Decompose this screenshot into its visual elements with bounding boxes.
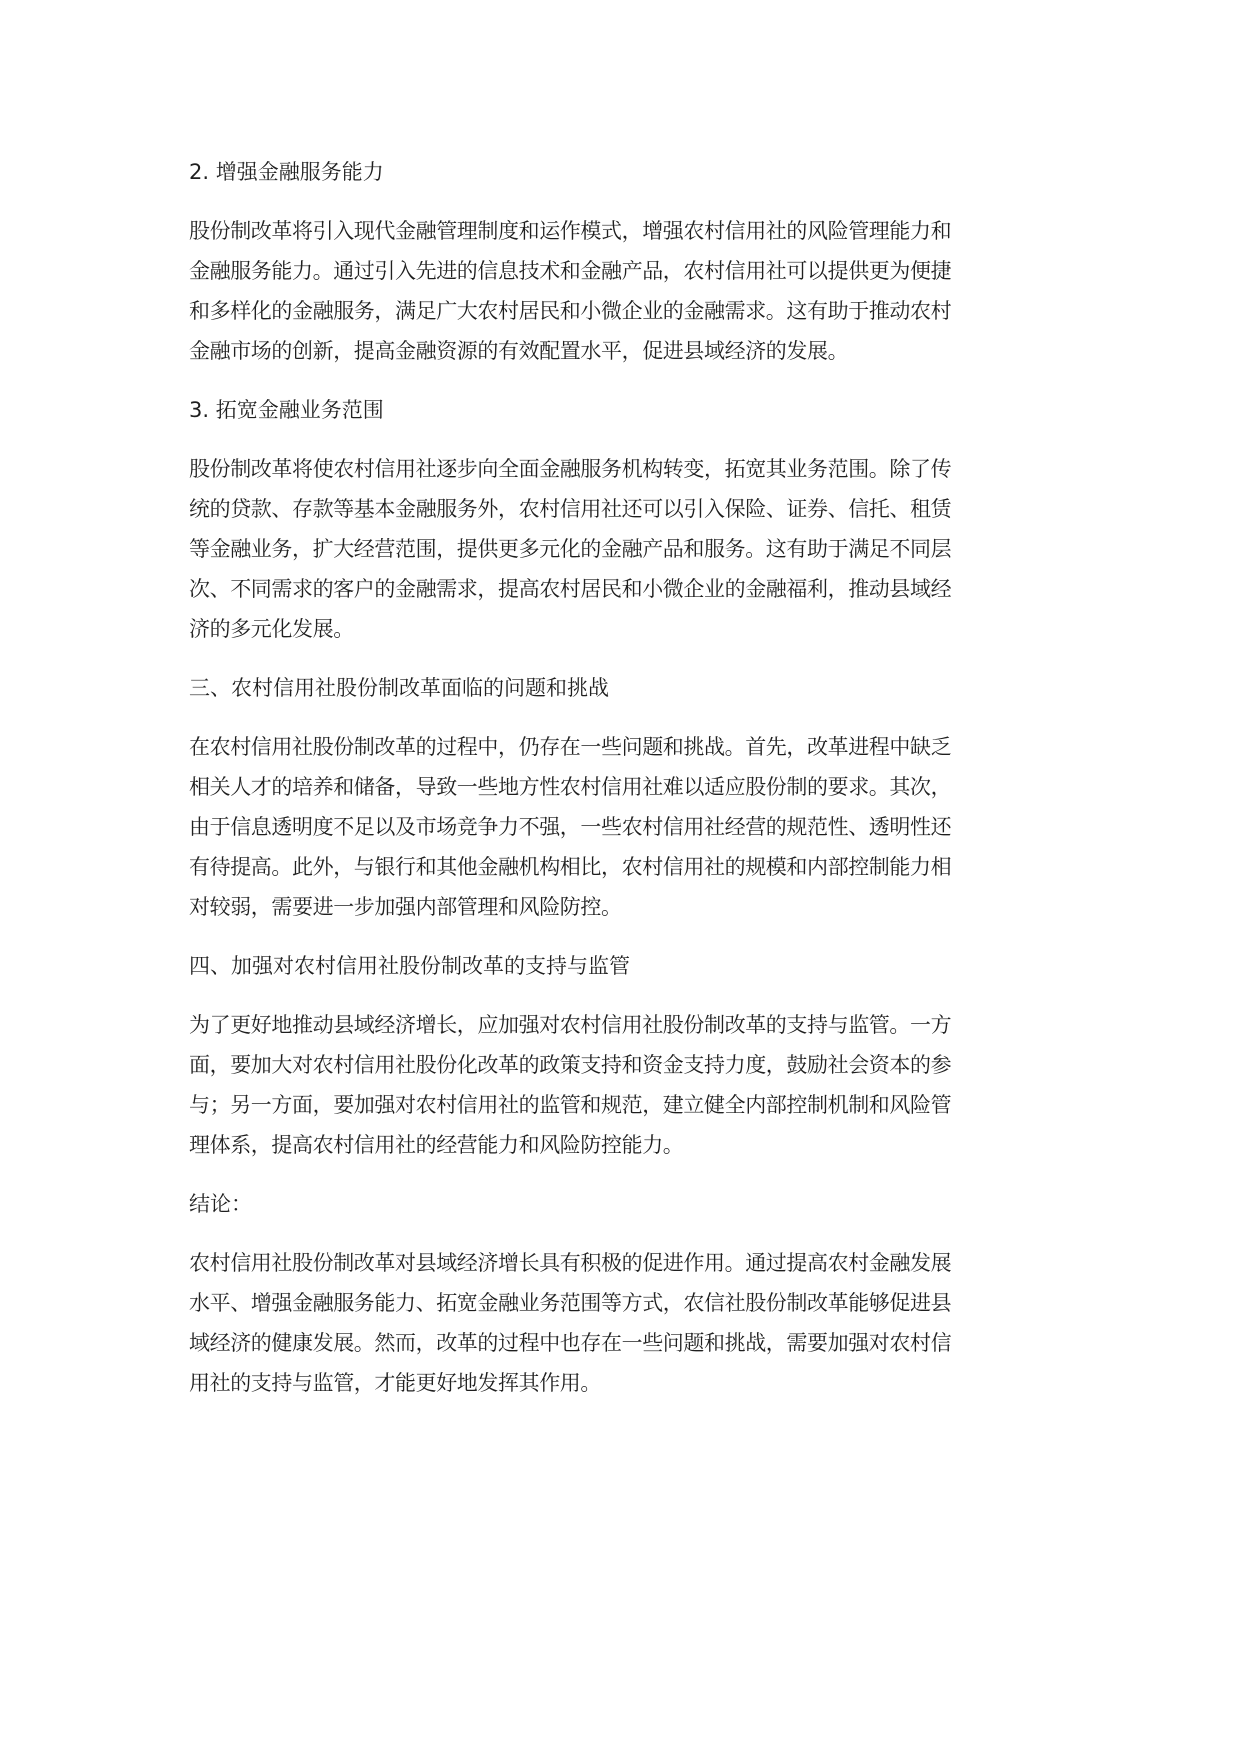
text-line: 对较弱，需要进一步加强内部管理和风险防控。 xyxy=(189,895,622,919)
text-line: 股份制改革将引入现代金融管理制度和运作模式，增强农村信用社的风险管理能力和 xyxy=(189,219,952,243)
text-line: 与；另一方面，要加强对农村信用社的监管和规范，建立健全内部控制机制和风险管 xyxy=(189,1093,952,1117)
text-line: 股份制改革将使农村信用社逐步向全面金融服务机构转变，拓宽其业务范围。除了传 xyxy=(189,457,952,481)
text-line: 用社的支持与监管，才能更好地发挥其作用。 xyxy=(189,1371,601,1395)
section-heading: 2. 增强金融服务能力 xyxy=(189,160,384,184)
text-line: 相关人才的培养和储备，导致一些地方性农村信用社难以适应股份制的要求。其次， xyxy=(189,775,952,799)
paragraph xyxy=(189,1005,1049,1165)
paragraph xyxy=(189,211,1049,371)
text-line: 农村信用社股份制改革对县域经济增长具有积极的促进作用。通过提高农村金融发展 xyxy=(189,1251,952,1275)
paragraph xyxy=(189,449,1049,649)
text-line: 济的多元化发展。 xyxy=(189,617,354,641)
text-line: 次、不同需求的客户的金融需求，提高农村居民和小微企业的金融福利，推动县域经 xyxy=(189,577,952,601)
document-page xyxy=(189,152,1049,1422)
paragraph xyxy=(189,727,1049,927)
text-line: 统的贷款、存款等基本金融服务外，农村信用社还可以引入保险、证券、信托、租赁 xyxy=(189,497,952,521)
section-heading: 3. 拓宽金融业务范围 xyxy=(189,398,384,422)
conclusion-heading: 结论： xyxy=(189,1192,252,1216)
text-line: 域经济的健康发展。然而，改革的过程中也存在一些问题和挑战，需要加强对农村信 xyxy=(189,1331,952,1355)
text-line: 和多样化的金融服务，满足广大农村居民和小微企业的金融需求。这有助于推动农村 xyxy=(189,299,952,323)
text-line: 面，要加大对农村信用社股份化改革的政策支持和资金支持力度，鼓励社会资本的参 xyxy=(189,1053,952,1077)
text-line: 有待提高。此外，与银行和其他金融机构相比，农村信用社的规模和内部控制能力相 xyxy=(189,855,952,879)
text-line: 金融市场的创新，提高金融资源的有效配置水平，促进县域经济的发展。 xyxy=(189,339,849,363)
text-line: 为了更好地推动县域经济增长，应加强对农村信用社股份制改革的支持与监管。一方 xyxy=(189,1013,952,1037)
section-heading: 四、加强对农村信用社股份制改革的支持与监管 xyxy=(189,954,630,978)
text-line: 由于信息透明度不足以及市场竞争力不强，一些农村信用社经营的规范性、透明性还 xyxy=(189,815,952,839)
text-line: 金融服务能力。通过引入先进的信息技术和金融产品，农村信用社可以提供更为便捷 xyxy=(189,259,952,283)
text-line: 水平、增强金融服务能力、拓宽金融业务范围等方式，农信社股份制改革能够促进县 xyxy=(189,1291,952,1315)
section-heading: 三、农村信用社股份制改革面临的问题和挑战 xyxy=(189,676,609,700)
text-line: 等金融业务，扩大经营范围，提供更多元化的金融产品和服务。这有助于满足不同层 xyxy=(189,537,952,561)
conclusion-paragraph xyxy=(189,1243,1049,1403)
text-line: 在农村信用社股份制改革的过程中，仍存在一些问题和挑战。首先，改革进程中缺乏 xyxy=(189,735,952,759)
text-line: 理体系，提高农村信用社的经营能力和风险防控能力。 xyxy=(189,1133,684,1157)
